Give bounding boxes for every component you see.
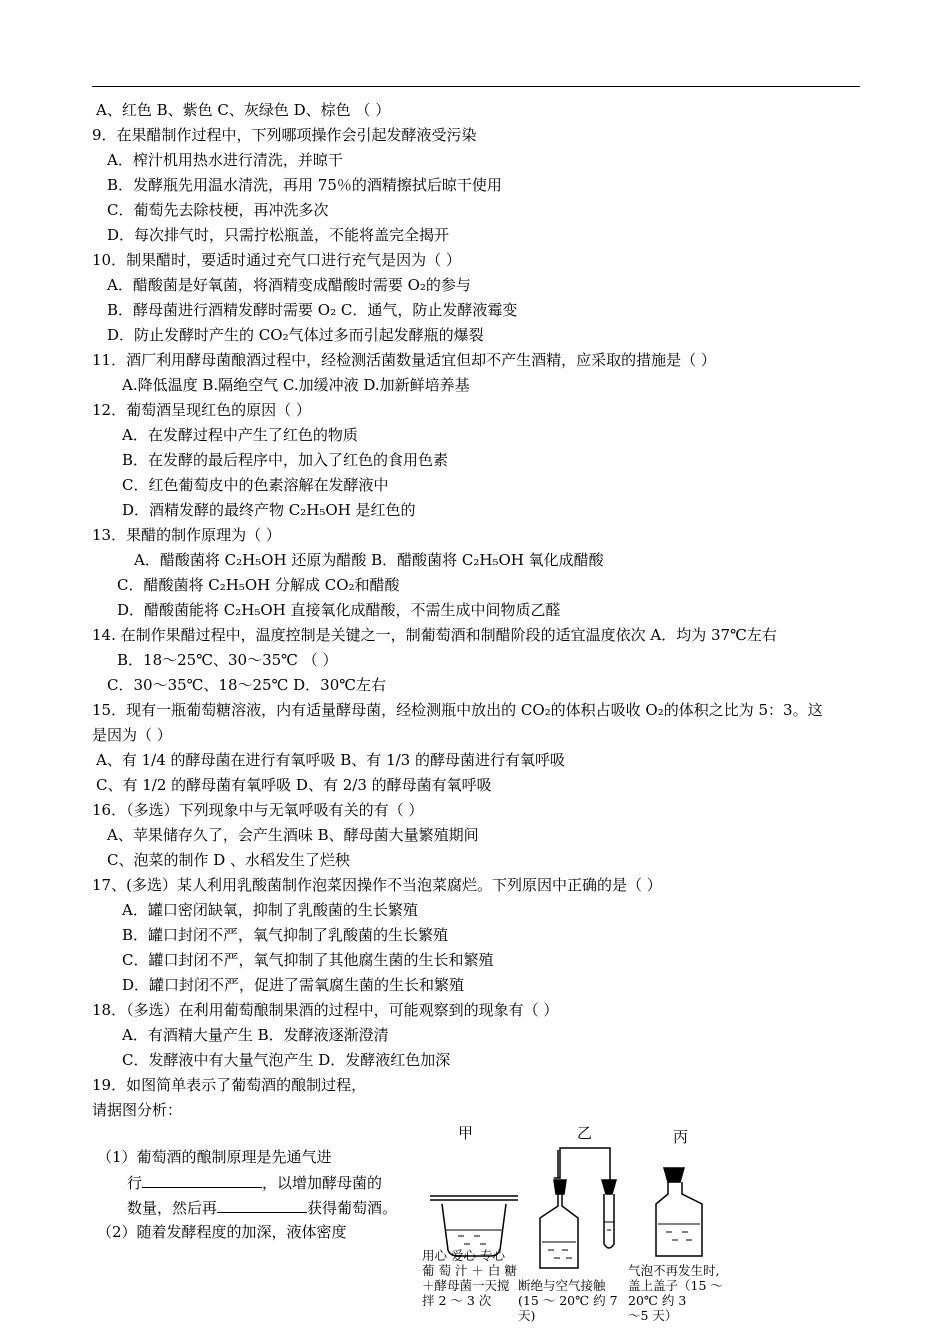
text-line: C．罐口封闭不严，氧气抑制了其他腐生菌的生长和繁殖 bbox=[122, 951, 494, 969]
text-line: 9．在果醋制作过程中，下列哪项操作会引起发酵液受污染 bbox=[92, 126, 477, 144]
text-line: D．醋酸菌能将 C₂H₅OH 直接氧化成醋酸，不需生成中间物质乙醛 bbox=[117, 601, 561, 619]
text-line: C．醋酸菌将 C₂H₅OH 分解成 CO₂和醋酸 bbox=[117, 576, 400, 594]
text-line: A．醋酸菌将 C₂H₅OH 还原为醋酸 B．醋酸菌将 C₂H₅OH 氧化成醋酸 bbox=[134, 551, 604, 569]
figure-label-bing: 丙 bbox=[673, 1128, 689, 1146]
text-line: B．酵母菌进行酒精发酵时需要 O₂ C．通气，防止发酵液霉变 bbox=[107, 301, 518, 319]
bottle-bing bbox=[656, 1168, 702, 1256]
text-line: A．在发酵过程中产生了红色的物质 bbox=[122, 426, 358, 444]
text-line: 15．现有一瓶葡萄糖溶液，内有适量酵母菌，经检测瓶中放出的 CO₂的体积占吸收 O₂的体积之比为 5：3。这 bbox=[92, 701, 823, 719]
text-line: A.降低温度 B.隔绝空气 C.加缓冲液 D.加新鲜培养基 bbox=[122, 376, 470, 394]
q19-text: ，以增加酵母菌的 bbox=[262, 1174, 383, 1192]
caption-jia: 用心 爱心 专心 葡 萄 汁 ＋ 白 糖 ＋酵母菌一天搅 拌 2 ～ 3 次 bbox=[422, 1248, 517, 1308]
text-line: D．酒精发酵的最终产物 C₂H₅OH 是红色的 bbox=[122, 501, 416, 519]
text-line: B．在发酵的最后程序中，加入了红色的食用色素 bbox=[122, 451, 449, 469]
text-line: C．红色葡萄皮中的色素溶解在发酵液中 bbox=[122, 476, 389, 494]
text-line: D．每次排气时，只需拧松瓶盖，不能将盖完全揭开 bbox=[107, 226, 450, 244]
text-line: A．罐口密闭缺氧，抑制了乳酸菌的生长繁殖 bbox=[122, 901, 418, 919]
text-line: 请据图分析： bbox=[92, 1101, 183, 1119]
beaker-jia bbox=[430, 1196, 518, 1256]
text-line: 16．（多选）下列现象中与无氧呼吸有关的有（ ） bbox=[92, 801, 424, 819]
text-line: C、泡菜的制作 D 、水稻发生了烂秧 bbox=[107, 851, 351, 869]
text-line: A、苹果储存久了，会产生酒味 B、酵母菌大量繁殖期间 bbox=[107, 826, 479, 844]
text-line: C．发酵液中有大量气泡产生 D．发酵液红色加深 bbox=[122, 1051, 451, 1069]
text-line: 是因为（ ） bbox=[92, 726, 172, 744]
text-line: B．发酵瓶先用温水清洗，再用 75％的酒精擦拭后晾干使用 bbox=[107, 176, 502, 194]
q19-text: 获得葡萄酒。 bbox=[307, 1199, 398, 1217]
text-line: 10．制果醋时，要适时通过充气口进行充气是因为（ ） bbox=[92, 251, 461, 269]
text-line: D．防止发酵时产生的 CO₂气体过多而引起发酵瓶的爆裂 bbox=[107, 326, 484, 344]
text-line: A．榨汁机用热水进行清洗，并晾干 bbox=[107, 151, 343, 169]
text-line: A．醋酸菌是好氧菌，将酒精变成醋酸时需要 O₂的参与 bbox=[107, 276, 471, 294]
text-line: C．葡萄先去除枝梗，再冲洗多次 bbox=[107, 201, 329, 219]
text-line: D．罐口封闭不严，促进了需氧腐生菌的生长和繁殖 bbox=[122, 976, 465, 994]
text-line: 13．果醋的制作原理为（ ） bbox=[92, 526, 281, 544]
text-line: A、有 1/4 的酵母菌在进行有氧呼吸 B、有 1/3 的酵母菌进行有氧呼吸 bbox=[96, 751, 565, 769]
caption-bing: 气泡不再发生时, 盖上盖子（15 ～ 20℃ 约 3 ～5 天） bbox=[628, 1263, 723, 1323]
text-line: A、红色 B、紫色 C、灰绿色 D、棕色 （ ） bbox=[96, 101, 391, 119]
wine-making-figure bbox=[420, 1118, 750, 1344]
text-line: （2）随着发酵程度的加深，液体密度 bbox=[97, 1223, 347, 1241]
q19-text: 数量，然后再 bbox=[127, 1199, 218, 1217]
text-line: 12．葡萄酒呈现红色的原因（ ） bbox=[92, 401, 311, 419]
q19-line-blank-2 bbox=[127, 1198, 397, 1217]
text-line: 18．（多选）在利用葡萄酿制果酒的过程中，可能观察到的现象有（ ） bbox=[92, 1001, 559, 1019]
text-line: C、有 1/2 的酵母菌有氧呼吸 D、有 2/3 的酵母菌有氧呼吸 bbox=[96, 776, 492, 794]
text-line: （1）葡萄酒的酿制原理是先通气进 bbox=[97, 1148, 332, 1166]
text-line: 11．酒厂利用酵母菌酿酒过程中，经检测活菌数量适宜但却不产生酒精，应采取的措施是（ ） bbox=[92, 351, 716, 369]
text-line: 14. 在制作果醋过程中，温度控制是关键之一，制葡萄酒和制醋阶段的适宜温度依次 A．均为 37℃左右 bbox=[92, 626, 777, 644]
figure-label-jia: 甲 bbox=[458, 1124, 474, 1142]
q19-line-blank-1 bbox=[127, 1173, 382, 1192]
text-line: 19．如图简单表示了葡萄酒的酿制过程， bbox=[92, 1076, 367, 1094]
header-rule bbox=[92, 86, 860, 87]
text-line: A．有酒精大量产生 B．发酵液逐渐澄清 bbox=[122, 1026, 389, 1044]
text-line: C．30～35℃、18～25℃ D．30℃左右 bbox=[107, 676, 387, 694]
flask-yi bbox=[540, 1148, 616, 1268]
text-line: B．罐口封闭不严，氧气抑制了乳酸菌的生长繁殖 bbox=[122, 926, 449, 944]
q19-text: 行 bbox=[127, 1174, 143, 1192]
text-line: B．18～25℃、30～35℃ （ ） bbox=[117, 651, 338, 669]
text-line: 17、(多选）某人利用乳酸菌制作泡菜因操作不当泡菜腐烂。下列原因中正确的是（ ） bbox=[92, 876, 662, 894]
answer-blank-1[interactable] bbox=[142, 1173, 262, 1188]
answer-blank-2[interactable] bbox=[217, 1198, 307, 1213]
figure-label-yi: 乙 bbox=[577, 1124, 593, 1142]
caption-yi: 断绝与空气接触 (15 ～ 20℃ 约 7 天) bbox=[518, 1278, 618, 1323]
